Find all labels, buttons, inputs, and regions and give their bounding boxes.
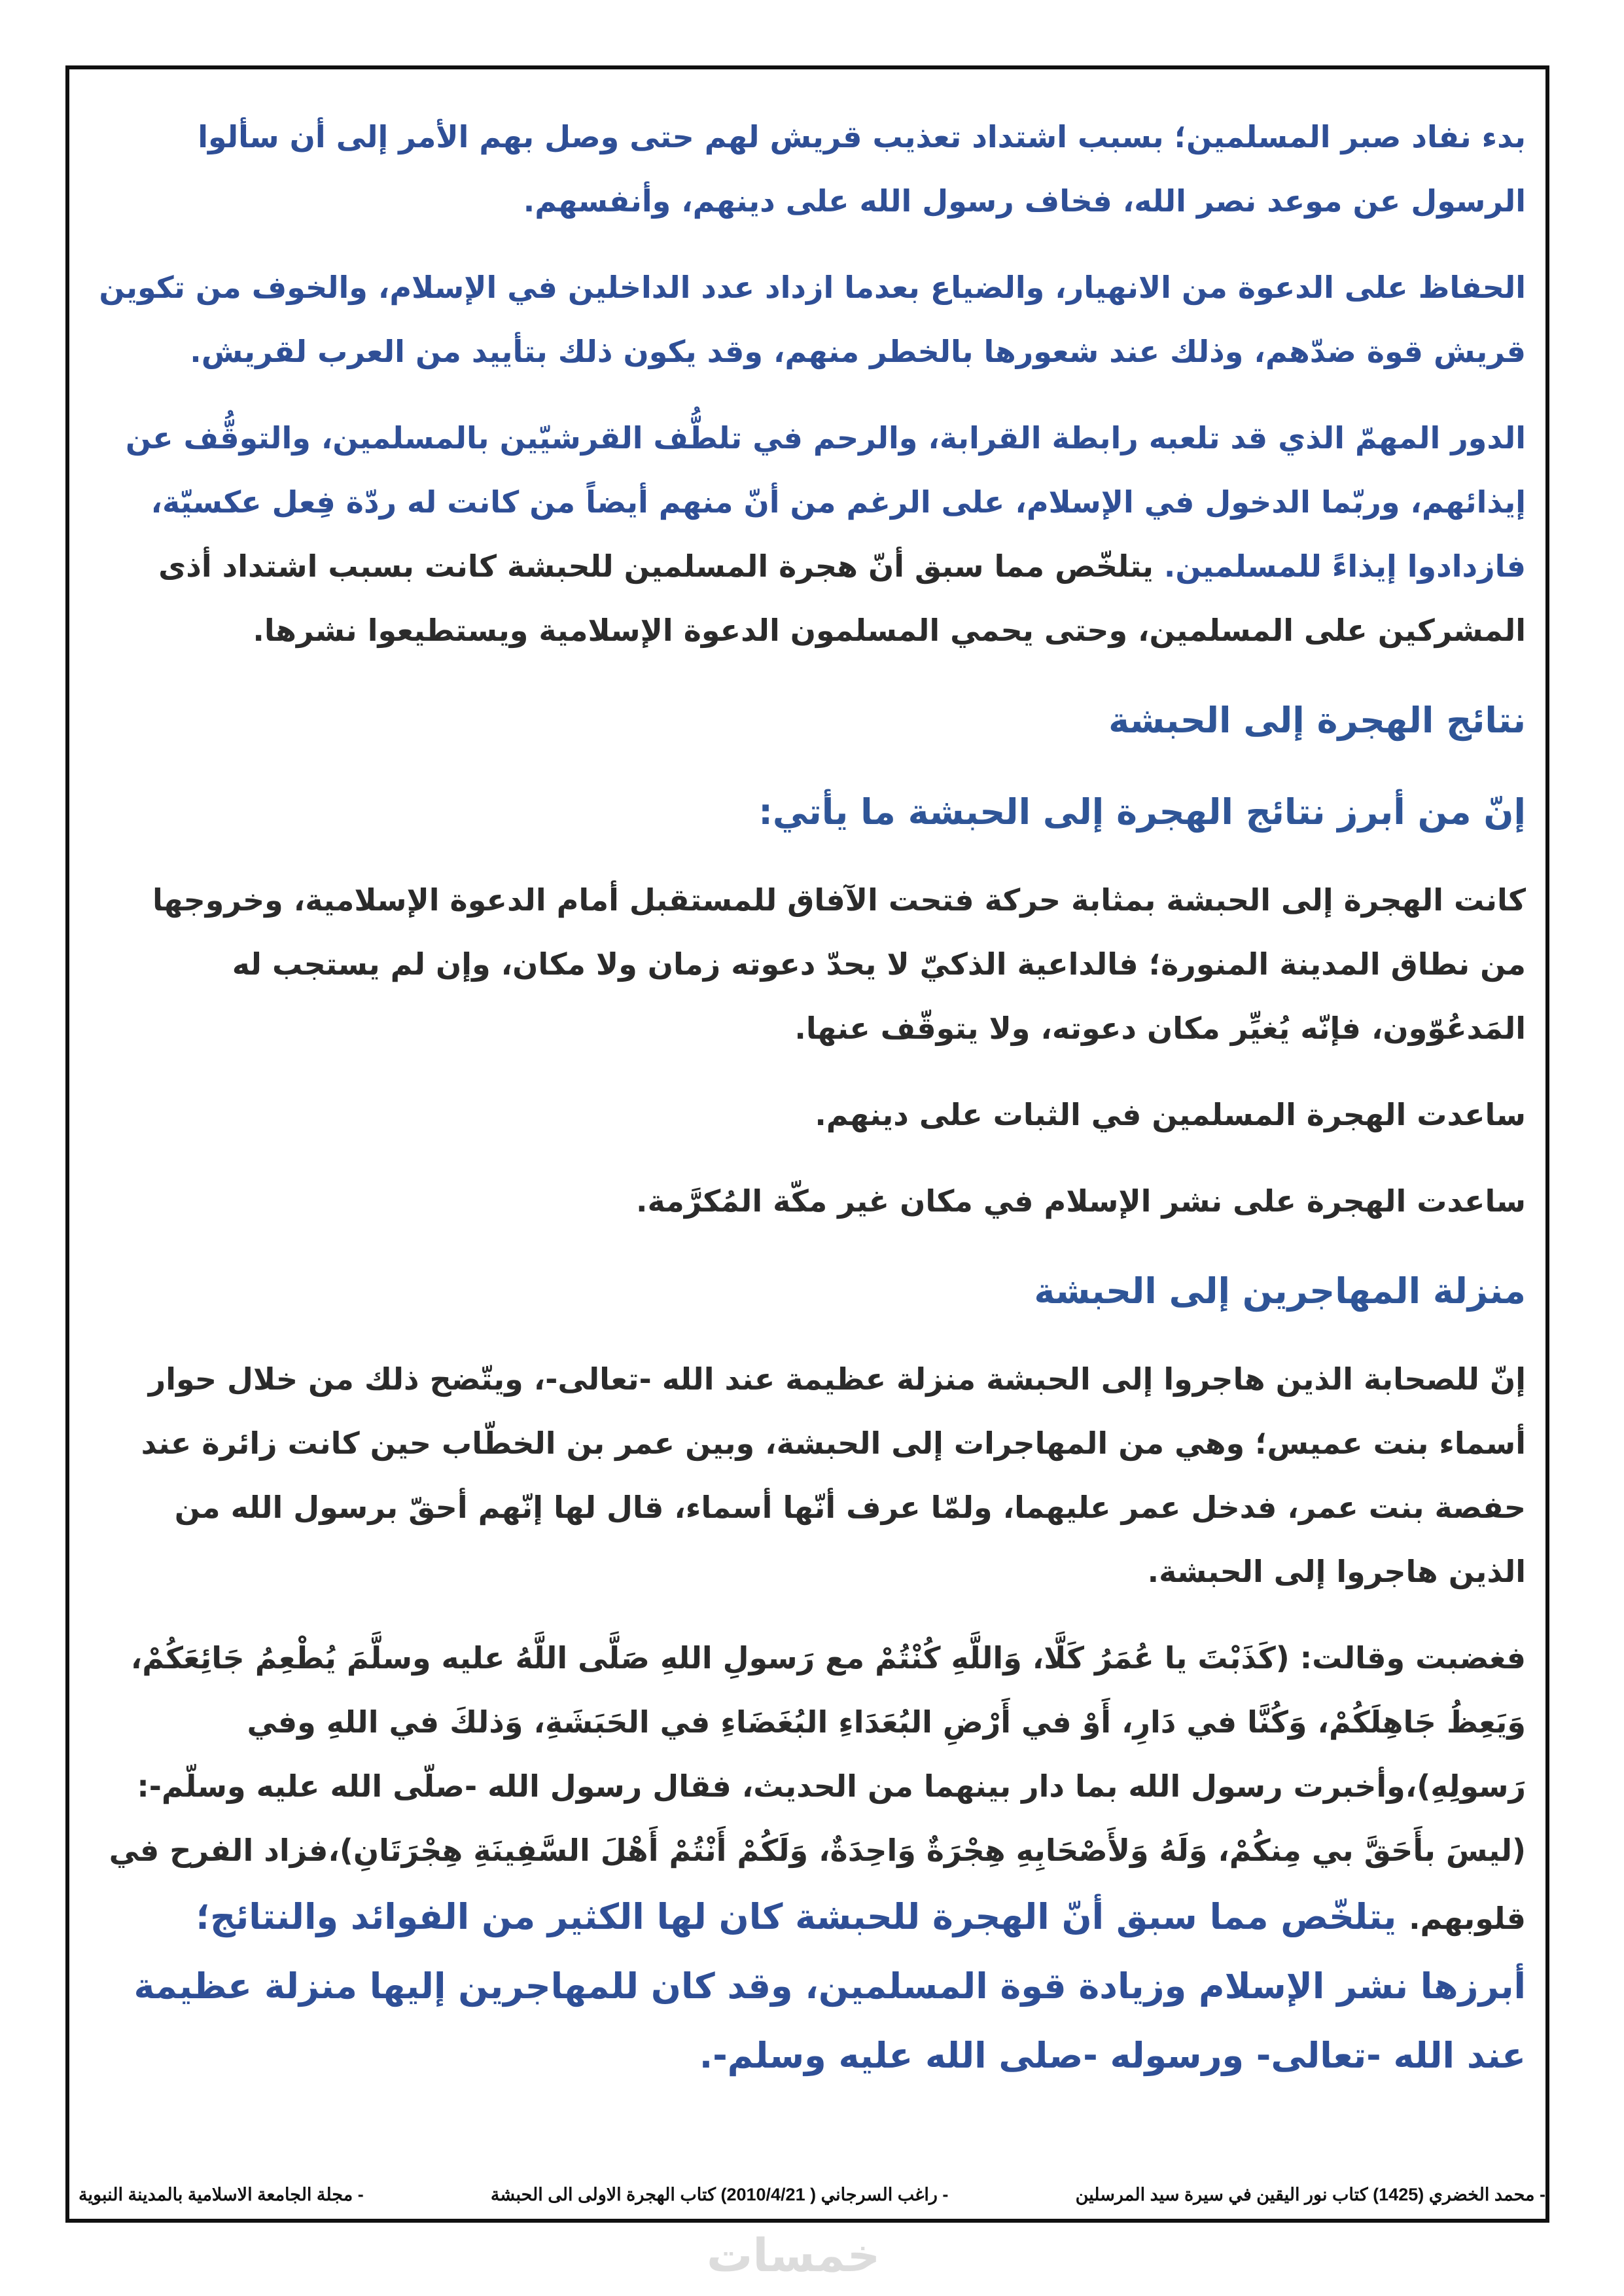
hadith-text: فغضبت وقالت: (كَذَبْتَ يا عُمَرُ كَلَّا، وَاللَّهِ كُنْتُمْ مع رَسولِ اللهِ صَلَّى اللَّهُ عليه وسلَّمَ يُطْعِمُ جَائِعَكُمْ، وَيَعِظُ جَاهِلَكُمْ، وَكُنَّا في دَارِ، أَوْ في أَرْضِ البُعَدَاءِ البُغَضَاءِ في الحَبَشَةِ، وَذلكَ في اللهِ وفي رَسولِهِ)،وأخبرت رسول الله بما دار بينهما من الحديث، فقال رسول الله -صلّى الله عليه وسلّم-: (ليسَ بأَحَقَّ بي مِنكُمْ، وَلَهُ وَلأَصْحَابِهِ هِجْرَةٌ وَاحِدَةٌ، وَلَكُمْ أَنْتُمْ أَهْلَ السَّفِينَةِ هِجْرَتَانِ)،فزاد الفرح في قلوبهم.: [109, 1640, 1526, 1936]
reference-1: - محمد الخضري (1425) كتاب نور اليقين في سيرة سيد المرسلين: [1075, 2185, 1545, 2204]
reason-paragraph-1: بدء نفاد صبر المسلمين؛ بسبب اشتداد تعذيب قريش لهم حتى وصل بهم الأمر إلى أن سألوا الرسول عن موعد نصر الله، فخاف رسول الله على دينهم، وأنفسهم.: [198, 119, 1526, 219]
status-paragraph-2: [98, 1626, 1526, 2090]
result-item: ساعدت الهجرة المسلمين في الثبات على دينهم.: [815, 1097, 1526, 1132]
reference-2: - راغب السرجاني ( 2010/4/21) كتاب الهجرة الاولى الى الحبشة: [490, 2185, 949, 2204]
reason-paragraph-3: [98, 406, 1526, 662]
watermark-logo: خمسات: [707, 2229, 881, 2282]
result-item: كانت الهجرة إلى الحبشة بمثابة حركة فتحت الآفاق للمستقبل أمام الدعوة الإسلامية، وخروجها من نطاق المدينة المنورة؛ فالداعية الذكيّ لا يحدّ دعوته زمان ولا مكان، وإن لم يستجب له المَدعُوّون، فإنّه يُغيِّر مكان دعوته، ولا يتوقّف عنها.: [152, 882, 1526, 1046]
section-heading-status: منزلة المهاجرين إلى الحبشة: [1034, 1270, 1526, 1312]
section-heading-results: نتائج الهجرة إلى الحبشة: [1108, 700, 1526, 741]
conclusion-text: يتلخّص مما سبق أنّ الهجرة للحبشة كان لها الكثير من الفوائد والنتائج؛ أبرزها نشر الإسلام وزيادة قوة المسلمين، وقد كان للمهاجرين إليها منزلة عظيمة عند الله -تعالى- ورسوله -صلى الله عليه وسلم-.: [133, 1896, 1526, 2076]
result-item: ساعدت الهجرة على نشر الإسلام في مكان غير مكّة المُكرَّمة.: [636, 1183, 1526, 1219]
references-footer: [79, 2185, 1545, 2205]
document-body: [98, 105, 1526, 2113]
status-paragraph-1: إنّ للصحابة الذين هاجروا إلى الحبشة منزلة عظيمة عند الله -تعالى-، ويتّضح ذلك من خلال حوار أسماء بنت عميس؛ وهي من المهاجرات إلى الحبشة، وبين عمر بن الخطّاب حين كانت زائرة عند حفصة بنت عمر، فدخل عمر عليهما، ولمّا عرف أنّها أسماء، قال لها إنّهم أحقّ برسول الله من الذين هاجروا إلى الحبشة.: [141, 1361, 1526, 1589]
reason-paragraph-2: الحفاظ على الدعوة من الانهيار، والضياع بعدما ازداد عدد الداخلين في الإسلام، والخوف من تكوين قريش قوة ضدّهم، وذلك عند شعورها بالخطر منهم، وقد يكون ذلك بتأييد من العرب لقريش.: [99, 270, 1526, 369]
reason-text: الدور المهمّ الذي قد تلعبه رابطة القرابة، والرحم في تلطُّف القرشيّين بالمسلمين، والتوقُّف عن إيذائهم، وربّما الدخول في الإسلام، على الرغم من أنّ منهم أيضاً من كانت له ردّة فِعل عكسيّة، فازدادوا إيذاءً للمسلمين.: [125, 420, 1526, 584]
results-intro-heading: إنّ من أبرز نتائج الهجرة إلى الحبشة ما يأتي:: [758, 791, 1526, 833]
reference-3: - مجلة الجامعة الاسلامية بالمدينة النبوية: [79, 2185, 364, 2204]
summary-text: يتلخّص مما سبق أنّ هجرة المسلمين للحبشة كانت بسبب اشتداد أذى المشركين على المسلمين، وحتى يحمي المسلمون الدعوة الإسلامية ويستطيعوا نشرها.: [158, 548, 1526, 648]
